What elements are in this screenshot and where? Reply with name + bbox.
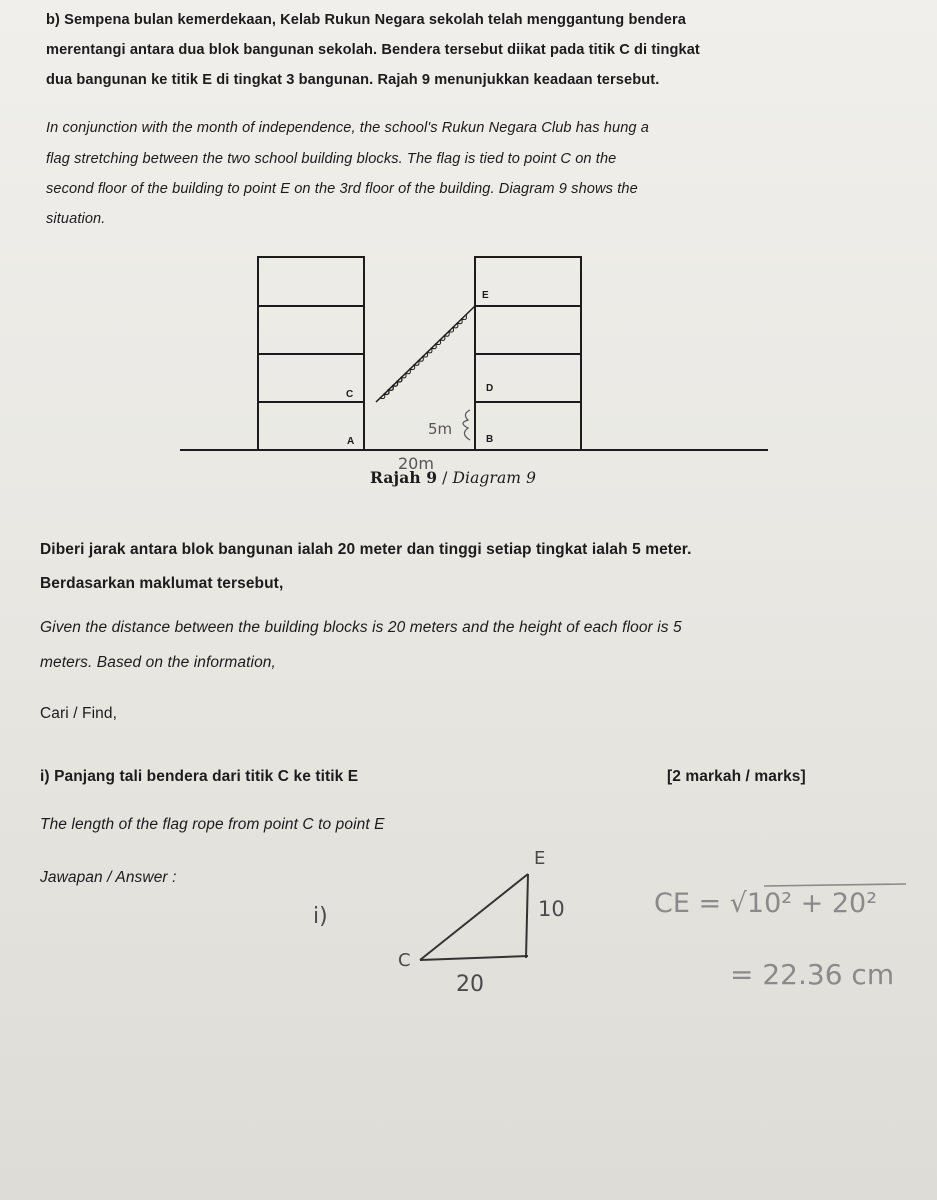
label-B: B: [486, 434, 494, 445]
left-building: [258, 257, 364, 450]
label-C: C: [346, 389, 354, 400]
triangle-hypotenuse: [420, 874, 528, 960]
marks-label: [2 markah / marks]: [667, 768, 806, 785]
based-ms: Berdasarkan maklumat tersebut,: [40, 575, 284, 592]
given-ms: Diberi jarak antara blok bangunan ialah 20 meter dan tinggi setiap tingkat ialah 5 meter.: [40, 541, 692, 558]
answer-working-line-1: CE = √10² + 20²: [654, 888, 878, 919]
caption-en: Diagram 9: [452, 469, 537, 487]
given-en-line-2: meters. Based on the information,: [40, 654, 276, 671]
triangle-side-horizontal: 20: [456, 972, 484, 997]
triangle-label-E: E: [534, 848, 546, 869]
triangle-side-vertical: 10: [538, 897, 565, 921]
handwritten-brace: [463, 410, 470, 440]
part-i-ms: i) Panjang tali bendera dari titik C ke titik E: [40, 768, 359, 785]
right-building: [475, 257, 581, 450]
triangle-label-C: C: [398, 950, 411, 971]
triangle-vertical-side: [526, 874, 528, 958]
find-label: Cari / Find,: [40, 705, 117, 722]
flag-rope: [376, 306, 475, 402]
handwritten-distance: 20m: [398, 454, 434, 473]
caption-ms: Rajah 9: [370, 468, 438, 487]
intro-en-line-1: In conjunction with the month of independence, the school's Rukun Negara Club has hung a: [46, 120, 650, 136]
triangle-base: [420, 956, 528, 960]
intro-en-line-3: second floor of the building to point E on the 3rd floor of the building. Diagram 9 shows the: [46, 181, 638, 197]
answer-label: Jawapan / Answer :: [40, 869, 177, 886]
handwritten-floor-height: 5m: [428, 420, 453, 438]
part-i-en: The length of the flag rope from point C to point E: [40, 816, 385, 833]
label-A: A: [347, 436, 355, 447]
intro-en-line-2: flag stretching between the two school building blocks. The flag is tied to point C on the: [46, 151, 617, 167]
intro-ms-line-3: dua bangunan ke titik E di tingkat 3 bangunan. Rajah 9 menunjukkan keadaan tersebut.: [46, 72, 660, 88]
diagram-9: [0, 0, 937, 520]
label-E: E: [482, 290, 489, 301]
diagram-caption: [370, 468, 536, 487]
intro-ms-line-2: merentangi antara dua blok bangunan sekolah. Bendera tersebut diikat pada titik C di tingkat: [46, 42, 700, 58]
caption-separator: /: [437, 469, 453, 487]
intro-ms-line-1: b) Sempena bulan kemerdekaan, Kelab Rukun Negara sekolah telah menggantung bendera: [46, 12, 686, 28]
answer-part-label: i): [313, 904, 328, 929]
intro-en-line-4: situation.: [46, 211, 106, 227]
answer-working-line-2: = 22.36 cm: [730, 958, 895, 991]
flag-bunting: [380, 315, 468, 400]
given-en-line-1: Given the distance between the building blocks is 20 meters and the height of each floor is 5: [40, 619, 682, 636]
label-D: D: [486, 383, 494, 394]
